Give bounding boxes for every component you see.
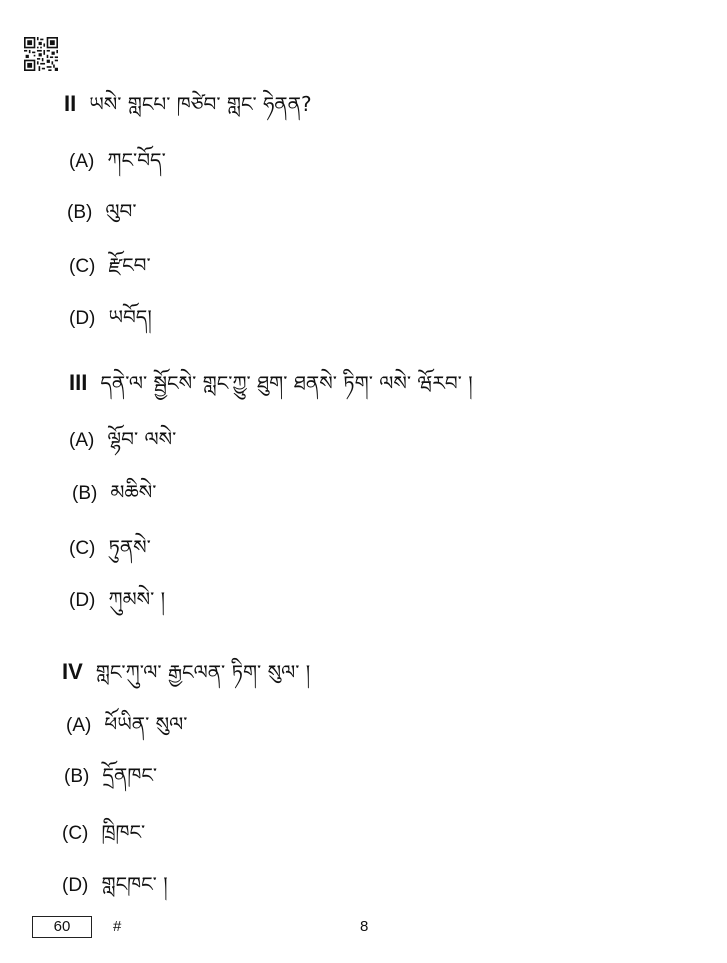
option-label: (D) [69, 308, 96, 329]
question-number: IV [62, 659, 83, 684]
option-label: (B) [72, 483, 98, 504]
option-text: ཁྲིཁང་ [101, 820, 146, 844]
option-label: (A) [69, 430, 95, 451]
question-2 [64, 89, 312, 120]
option-text: ཀང་བོད་ [107, 148, 166, 172]
question-text: གླང་ཀུ་ལ་ རྒྱངལན་ ཏིག་ སུལ་ ། [95, 660, 311, 684]
question-3 [69, 368, 473, 399]
page-code-box: 60 [32, 916, 92, 938]
question-number: III [69, 370, 88, 395]
option-label: (D) [69, 590, 96, 611]
option-label: (C) [62, 823, 89, 844]
option-a [69, 146, 166, 176]
option-d [69, 303, 152, 333]
option-a [66, 710, 187, 740]
footer-hash: # [113, 918, 122, 935]
option-c [69, 533, 151, 563]
option-text: གླངཁང་ ། [101, 872, 168, 896]
option-text: ཀུམསེ་ ། [108, 587, 166, 611]
option-text: དྲོནཁང་ [102, 763, 158, 787]
option-text: ལྷོབ་ ལསེ་ [107, 427, 177, 451]
option-a [69, 425, 176, 455]
option-label: (A) [66, 715, 92, 736]
option-text: ལུབ་ [105, 199, 137, 223]
page-number: 8 [360, 918, 369, 935]
qr-code-icon [24, 37, 58, 71]
option-text: ཡབོད། [108, 305, 152, 329]
option-b [67, 197, 137, 227]
option-label: (D) [62, 875, 89, 896]
option-text: རྫོངབ་ [108, 253, 151, 277]
option-label: (A) [69, 151, 95, 172]
option-b [64, 761, 157, 791]
question-4 [62, 657, 310, 688]
option-d [62, 870, 168, 900]
question-number: II [64, 91, 77, 116]
question-text: ཡསེ་ གླངཔ་ ཁཙེབ་ གླང་ ཧེནན? [89, 92, 312, 116]
question-text: དནེ་ལ་ སྦྱོངསེ་ གླང་ཀྱུ་ ཐུག་ ཐནསེ་ ཏིག་ ལསེ་ ཝོརབ་ ། [100, 371, 473, 395]
option-text: ཕོཡིན་ སུལ་ [104, 712, 188, 736]
option-label: (B) [64, 766, 90, 787]
option-d [69, 585, 165, 615]
option-label: (C) [69, 256, 96, 277]
option-text: མཆིསེ་ [110, 480, 157, 504]
option-label: (C) [69, 538, 96, 559]
option-c [62, 818, 145, 848]
option-c [69, 251, 151, 281]
option-b [72, 478, 156, 508]
option-text: ཏུནསེ་ [108, 535, 151, 559]
option-label: (B) [67, 202, 93, 223]
